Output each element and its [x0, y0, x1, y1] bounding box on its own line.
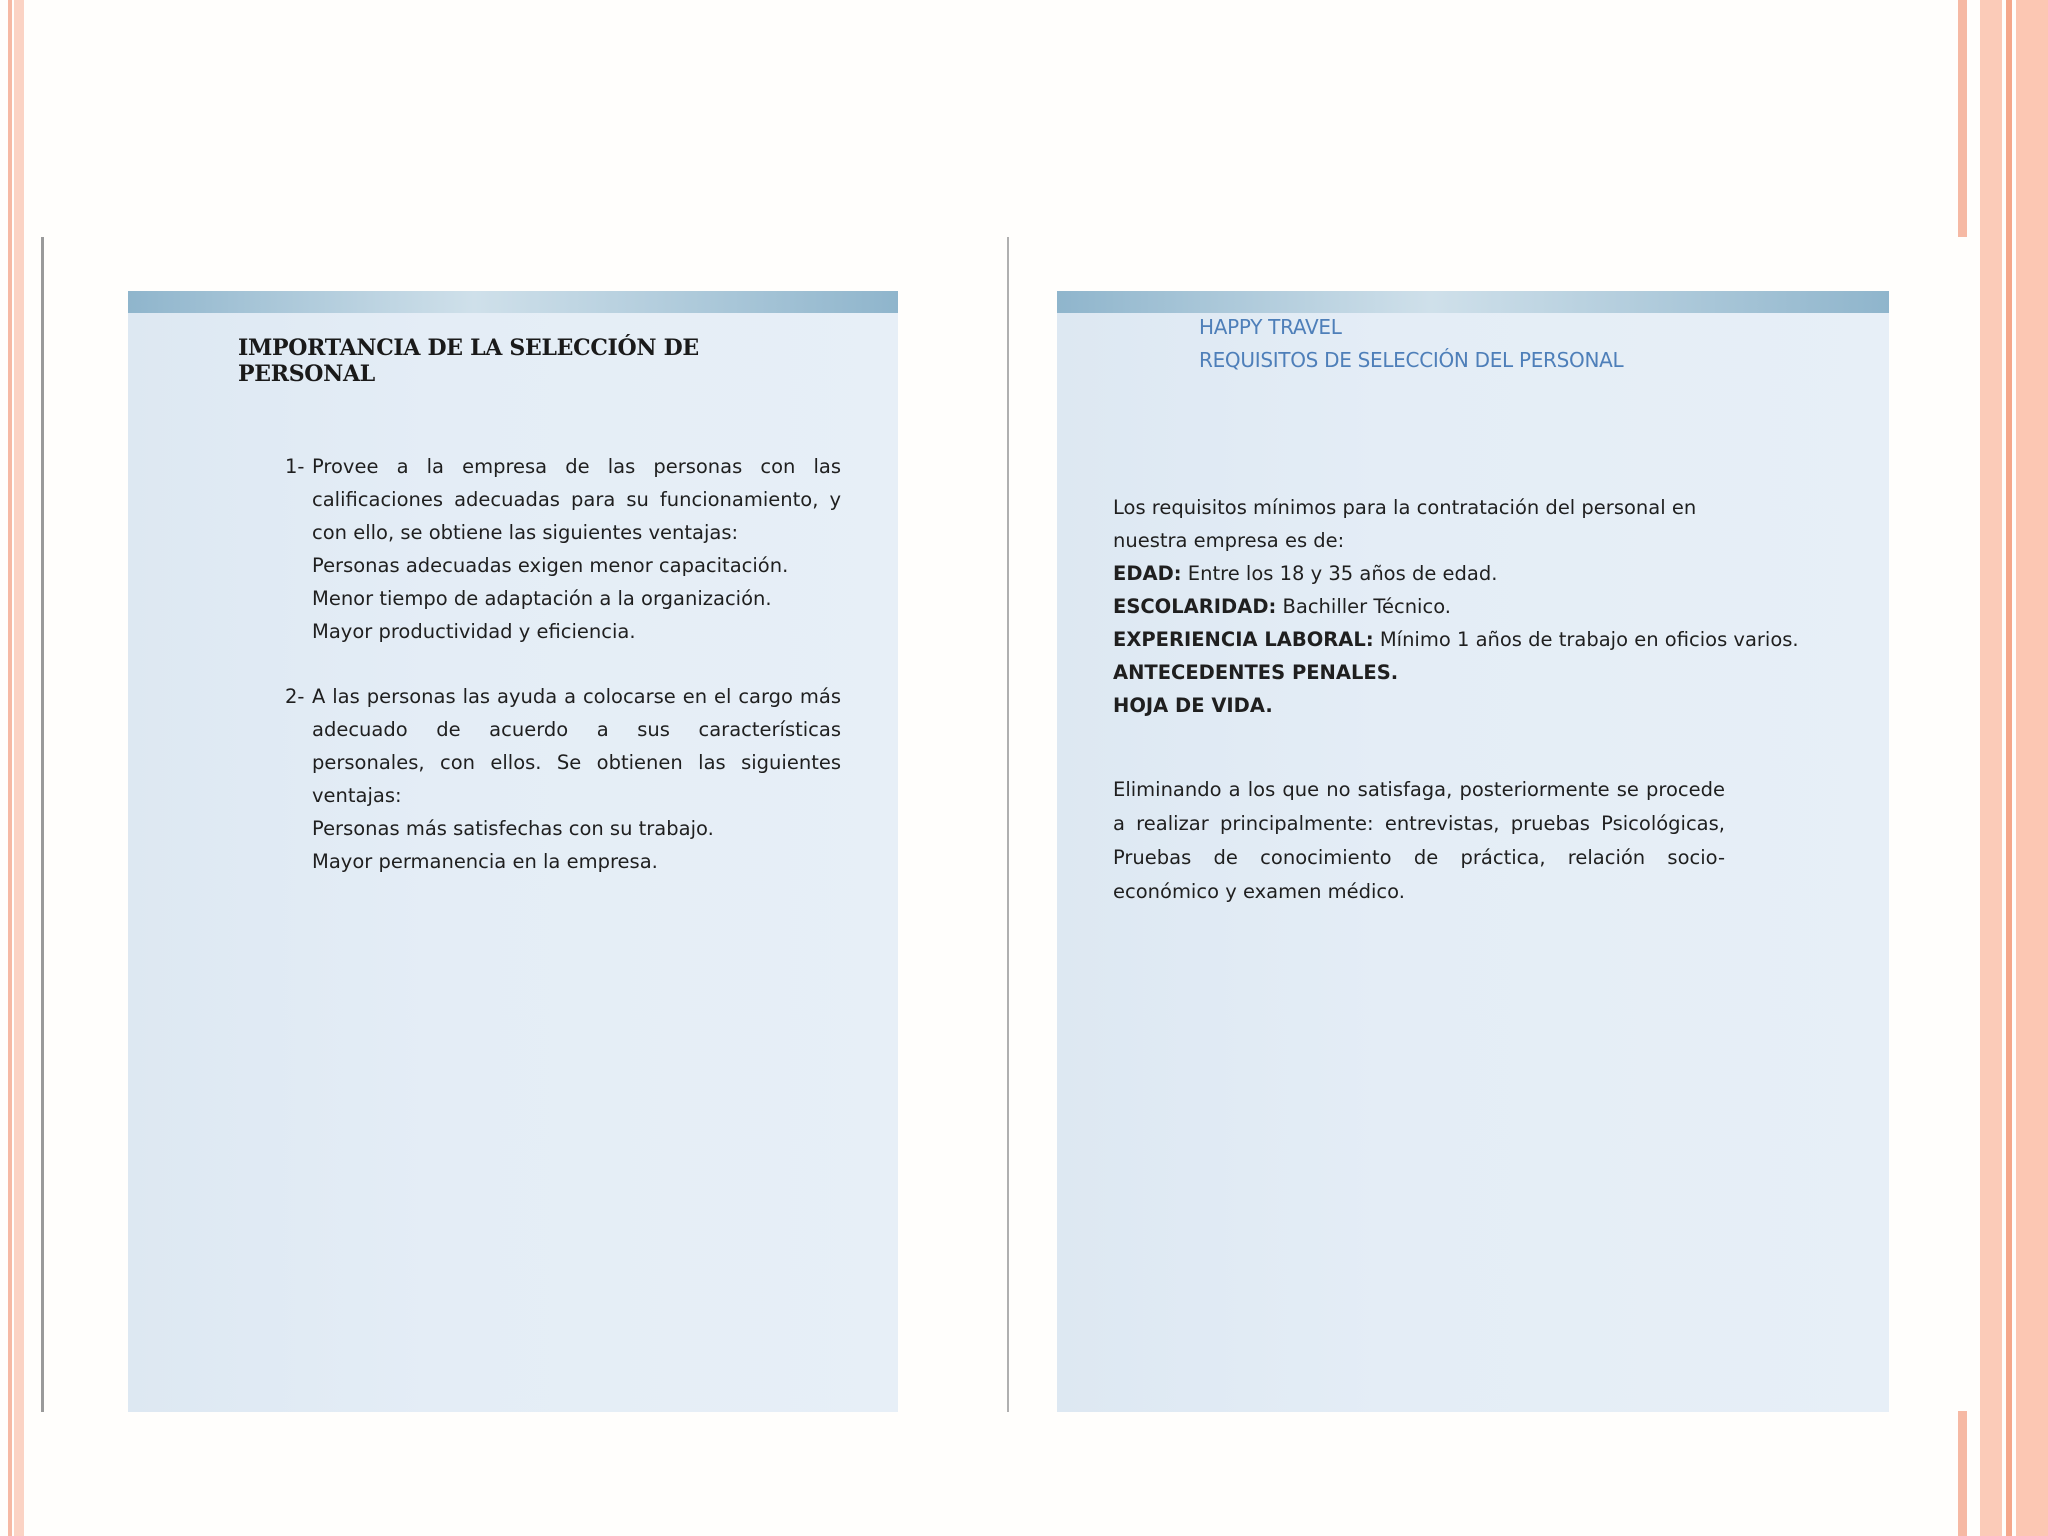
sub-point: Personas más satisfechas con su trabajo. [312, 817, 714, 840]
sub-point: Mayor productividad y eficiencia. [312, 620, 636, 643]
requirement-row [1113, 689, 1725, 722]
requirement-value: Entre los 18 y 35 años de edad. [1181, 562, 1498, 585]
item-text: Provee a la empresa de las personas con las calificaciones adecuadas para su funcionamiento, y con ello, se obtiene las siguientes ventajas: [312, 455, 841, 544]
divider-line [1007, 237, 1009, 1412]
requirement-row [1113, 623, 1799, 656]
divider-line [41, 237, 44, 1412]
requirement-label: ANTECEDENTES PENALES. [1113, 661, 1399, 684]
requirement-label: HOJA DE VIDA. [1113, 694, 1273, 717]
requirement-value: Mínimo 1 años de trabajo en oficios varios. [1373, 628, 1799, 651]
panel-header-bar [128, 291, 898, 313]
requirement-row [1113, 656, 1725, 689]
requirement-label: EDAD: [1113, 562, 1182, 585]
decorative-stripe [1980, 0, 2002, 1536]
requirements-list [1113, 491, 1799, 722]
list-item [285, 450, 841, 648]
intro-text: Los requisitos mínimos para la contratación del personal en nuestra empresa es de: [1113, 496, 1697, 552]
importance-panel [128, 291, 898, 1412]
decorative-stripe [1958, 0, 1967, 237]
list-item [285, 680, 841, 878]
requirement-row [1113, 557, 1725, 590]
item-text: A las personas las ayuda a colocarse en el cargo más adecuado de acuerdo a sus características personales, con ellos. Se obtienen las siguientes ventajas: [312, 685, 841, 807]
requirement-label: EXPERIENCIA LABORAL: [1113, 628, 1374, 651]
panel-title: IMPORTANCIA DE LA SELECCIÓN DE PERSONAL [238, 335, 699, 387]
requirement-label: ESCOLARIDAD: [1113, 595, 1277, 618]
panel-subtitle: REQUISITOS DE SELECCIÓN DEL PERSONAL [1199, 348, 1624, 372]
decorative-stripe [8, 0, 12, 1536]
sub-point: Mayor permanencia en la empresa. [312, 850, 658, 873]
company-name: HAPPY TRAVEL [1199, 315, 1342, 339]
decorative-stripe [2006, 0, 2012, 1536]
sub-point: Personas adecuadas exigen menor capacitación. [312, 554, 789, 577]
panel-heading [1199, 311, 1623, 377]
requirement-row [1113, 590, 1725, 623]
decorative-stripe [2016, 0, 2048, 1536]
requirements-panel [1057, 291, 1889, 1412]
requirement-value: Bachiller Técnico. [1276, 595, 1451, 618]
sub-point: Menor tiempo de adaptación a la organización. [312, 587, 772, 610]
panel-header-bar [1057, 291, 1889, 313]
decorative-stripe [1958, 1411, 1967, 1536]
item-number: 1- [285, 455, 305, 478]
item-number: 2- [285, 685, 305, 708]
decorative-stripe [14, 0, 24, 1536]
closing-paragraph: Eliminando a los que no satisfaga, posteriormente se procede a realizar principalmente: entrevistas, pruebas Psicológicas, Pruebas de conocimiento de práctica, relación socio-económico y examen médico. [1113, 778, 1725, 903]
